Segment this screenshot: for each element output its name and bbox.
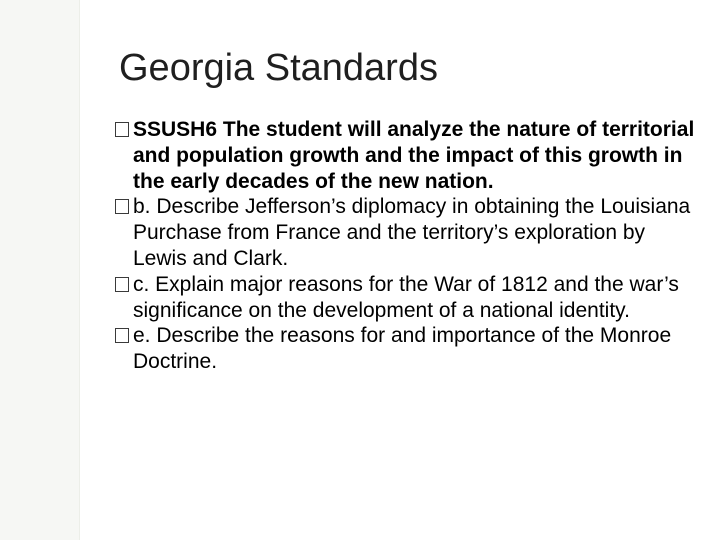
bullet-text: e. Describe the reasons for and importance of the Monroe Doctrine. xyxy=(133,324,672,374)
left-decorative-band xyxy=(0,0,79,540)
missing-glyph-box-icon xyxy=(115,328,129,343)
bullet-item-standard xyxy=(114,117,696,194)
bullet-item-e xyxy=(114,323,696,375)
bullet-item-b xyxy=(114,194,696,271)
bullet-text: c. Explain major reasons for the War of 1812 and the war’s significance on the development of a national identity. xyxy=(133,272,679,322)
band-divider xyxy=(79,0,80,540)
missing-glyph-box-icon xyxy=(115,122,129,137)
missing-glyph-box-icon xyxy=(115,199,129,214)
bullet-list xyxy=(114,117,696,375)
slide-title: Georgia Standards xyxy=(119,47,438,89)
bullet-item-c xyxy=(114,272,696,324)
bullet-text: b. Describe Jefferson’s diplomacy in obtaining the Louisiana Purchase from France and the territory’s exploration by Lewis and Clark. xyxy=(133,195,691,270)
missing-glyph-box-icon xyxy=(115,277,129,292)
bullet-text: SSUSH6 The student will analyze the nature of territorial and population growth and the impact of this growth in the early decades of the new nation. xyxy=(133,118,695,193)
